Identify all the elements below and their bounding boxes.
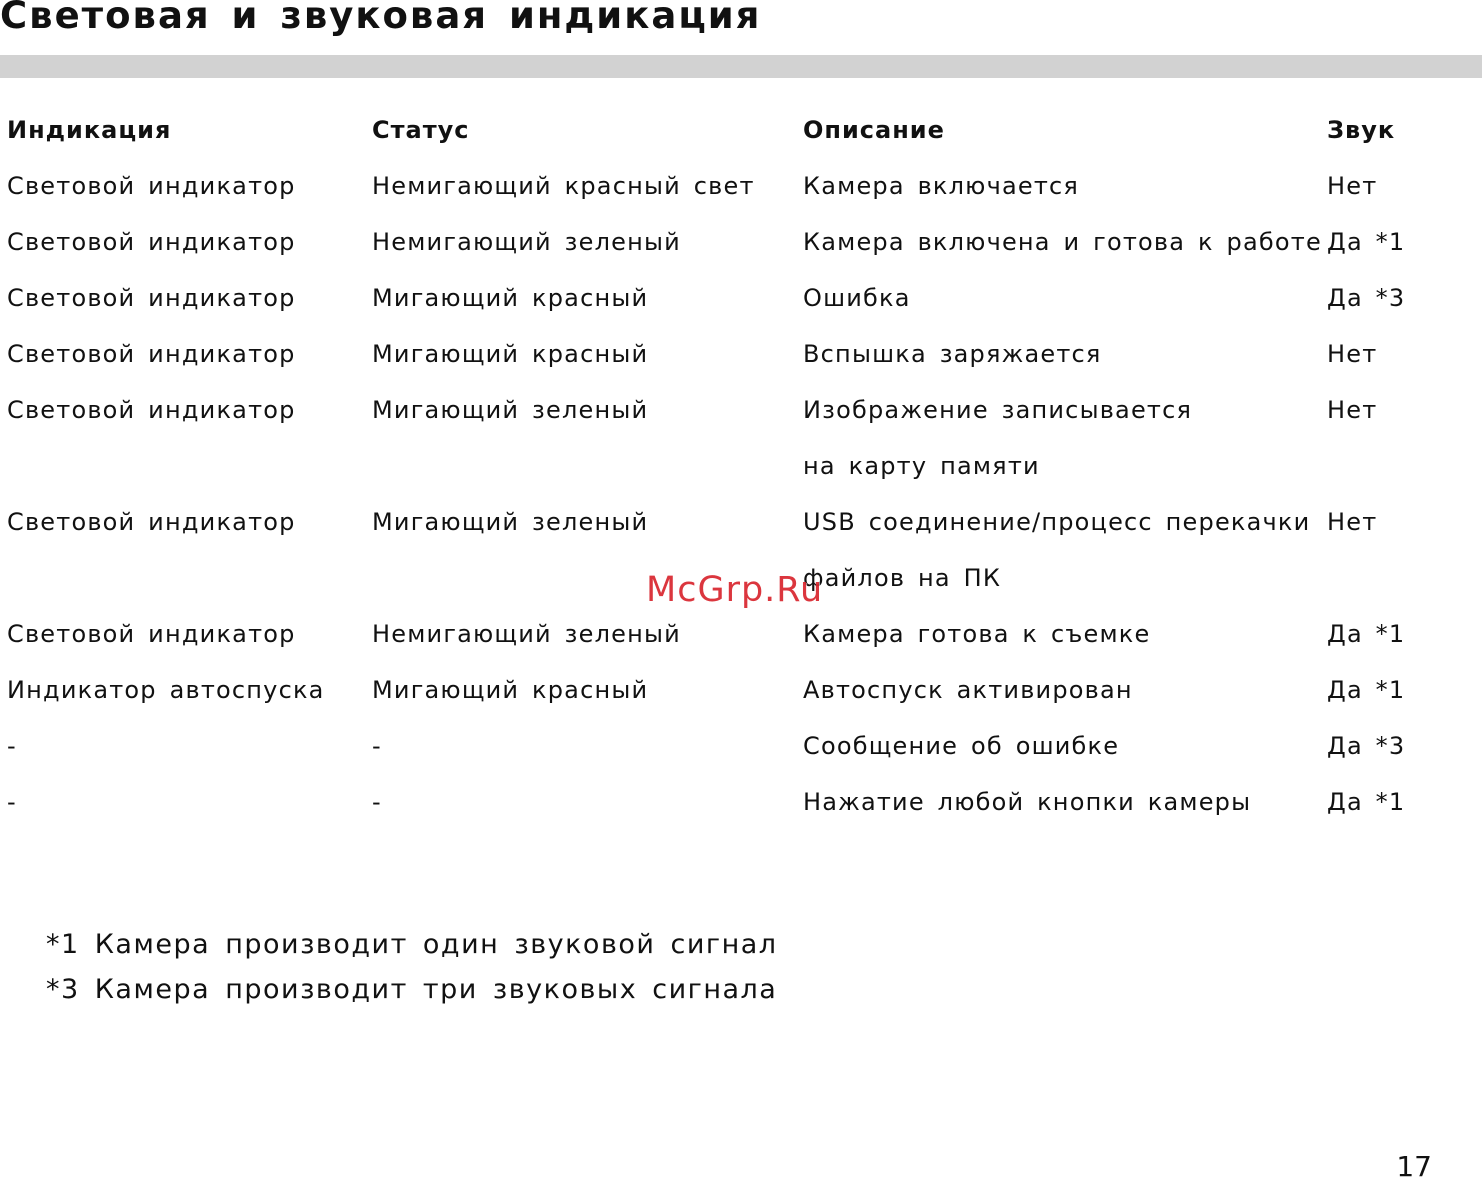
header-description: Описание: [803, 116, 945, 144]
cell-description: Камера включена и готова к работе: [803, 228, 1322, 256]
footnote-one-beep: *1 Камера производит один звуковой сигнал: [46, 929, 778, 960]
cell-status: Немигающий зеленый: [372, 620, 681, 648]
cell-description: Автоспуск активирован: [803, 676, 1133, 704]
table-row: [7, 382, 1467, 438]
cell-status: Мигающий красный: [372, 340, 649, 368]
table-row: [7, 718, 1467, 774]
cell-description: файлов на ПК: [803, 564, 1002, 592]
watermark: McGrp.Ru: [646, 570, 824, 610]
cell-sound: Да *1: [1327, 620, 1406, 648]
cell-description: Нажатие любой кнопки камеры: [803, 788, 1252, 816]
cell-status: Мигающий зеленый: [372, 396, 649, 424]
cell-status: Немигающий красный свет: [372, 172, 755, 200]
cell-description: Ошибка: [803, 284, 911, 312]
cell-status: Немигающий зеленый: [372, 228, 681, 256]
footnotes: [46, 922, 778, 1012]
table-row: [7, 326, 1467, 382]
page-title: Световая и звуковая индикация: [0, 0, 762, 37]
cell-indication: Световой индикатор: [7, 340, 296, 368]
cell-indication: Световой индикатор: [7, 508, 296, 536]
cell-indication: Световой индикатор: [7, 396, 296, 424]
cell-sound: Нет: [1327, 172, 1378, 200]
header-sound: Звук: [1327, 116, 1396, 144]
title-divider-bar: [0, 55, 1482, 78]
cell-description: USB соединение/процесс перекачки: [803, 508, 1311, 536]
cell-status: Мигающий красный: [372, 676, 649, 704]
header-indication: Индикация: [7, 116, 172, 144]
header-status: Статус: [372, 116, 470, 144]
table-row: [7, 214, 1467, 270]
indication-table: [7, 102, 1467, 830]
cell-indication: -: [7, 788, 17, 816]
page-number: 17: [1396, 1150, 1432, 1183]
table-row: [7, 270, 1467, 326]
table-row: [7, 606, 1467, 662]
cell-status: Мигающий зеленый: [372, 508, 649, 536]
cell-description: Сообщение об ошибке: [803, 732, 1120, 760]
cell-indication: Световой индикатор: [7, 228, 296, 256]
cell-description: Вспышка заряжается: [803, 340, 1102, 368]
cell-description: Камера готова к съемке: [803, 620, 1151, 648]
cell-description: Изображение записывается: [803, 396, 1193, 424]
cell-sound: Нет: [1327, 340, 1378, 368]
cell-sound: Да *3: [1327, 284, 1406, 312]
cell-status: -: [372, 732, 382, 760]
table-row: [7, 494, 1467, 550]
cell-status: -: [372, 788, 382, 816]
footnote-three-beeps: *3 Камера производит три звуковых сигнала: [46, 974, 778, 1005]
cell-sound: Да *3: [1327, 732, 1406, 760]
cell-sound: Да *1: [1327, 228, 1406, 256]
cell-sound: Нет: [1327, 508, 1378, 536]
table-row: [7, 158, 1467, 214]
cell-sound: Да *1: [1327, 676, 1406, 704]
table-row: [7, 662, 1467, 718]
cell-description: Камера включается: [803, 172, 1080, 200]
cell-indication: Световой индикатор: [7, 620, 296, 648]
table-row-continuation: [7, 438, 1467, 494]
cell-description: на карту памяти: [803, 452, 1040, 480]
table-row: [7, 774, 1467, 830]
cell-indication: Индикатор автоспуска: [7, 676, 325, 704]
cell-indication: -: [7, 732, 17, 760]
table-header-row: [7, 102, 1467, 158]
cell-sound: Нет: [1327, 396, 1378, 424]
cell-status: Мигающий красный: [372, 284, 649, 312]
cell-indication: Световой индикатор: [7, 172, 296, 200]
cell-indication: Световой индикатор: [7, 284, 296, 312]
cell-sound: Да *1: [1327, 788, 1406, 816]
